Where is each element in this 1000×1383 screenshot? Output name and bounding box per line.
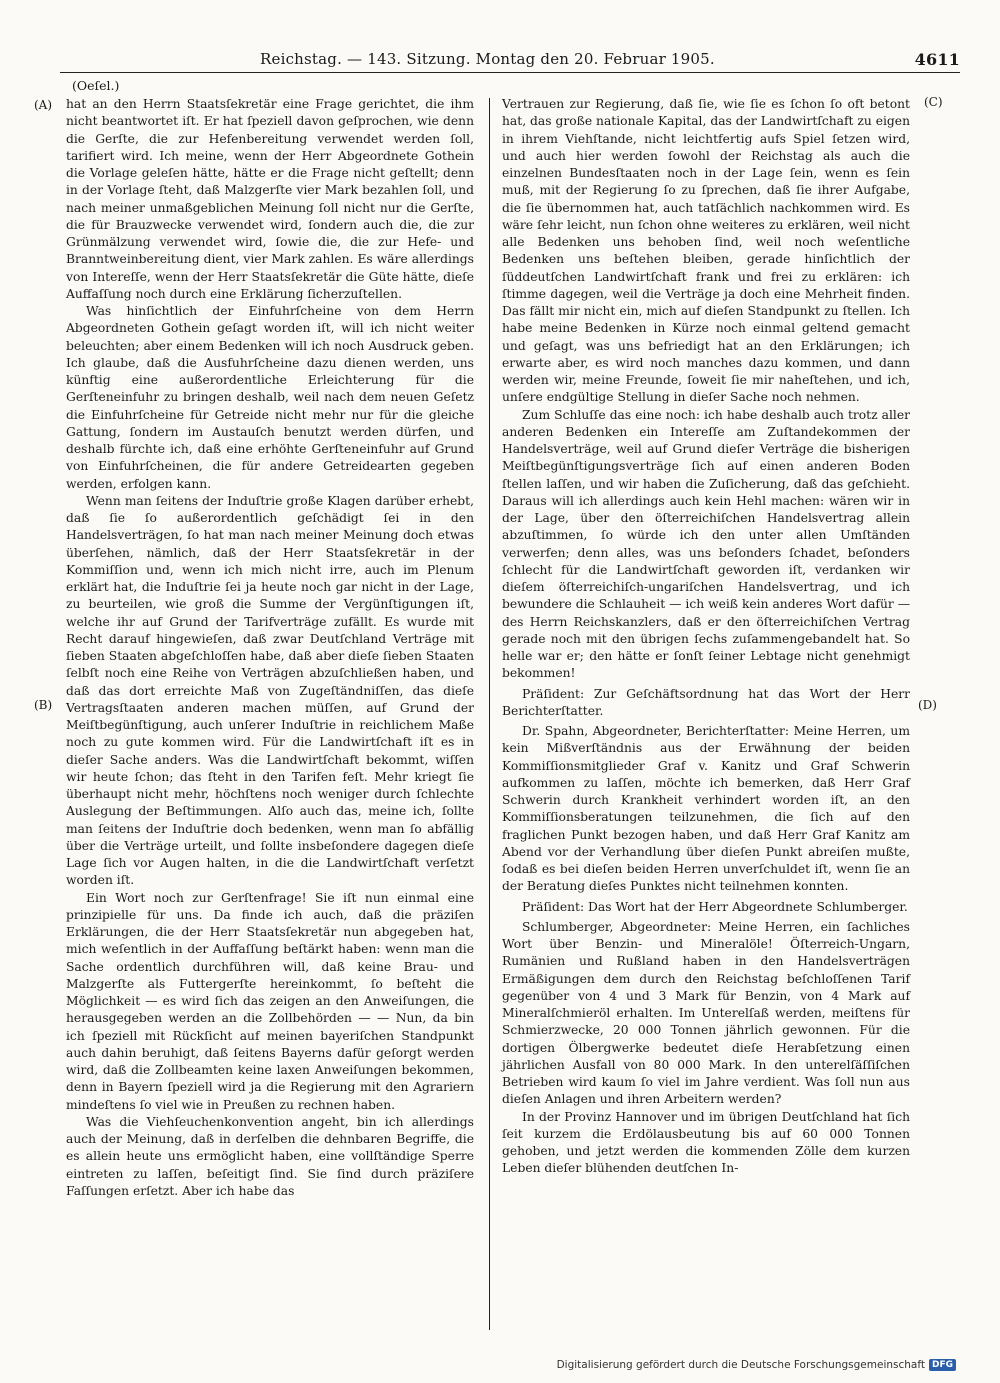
paragraph: Wenn man ſeitens der Induſtrie große Klagen darüber erhebt, daß ſie ſo außerordentlich geſchädigt ſei in den Handelsverträgen, ſo hat man nach meiner Meinung doch etwas überſehen, nämlich, daß der Herr Staatsſekretär in der Kommiſſion und, wenn ich mich nicht irre, auch im Plenum erklärt hat, die Induſtrie ſei ja heute noch gar nicht in der Lage, zu beurteilen, wie groß die Summe der Vergünſtigungen iſt, welche ihr auf Grund der Tarifverträge zufällt. Es wurde mit Recht darauf hingewieſen, daß zwar Deutſchland Verträge mit ſieben Staaten abgeſchloſſen habe, daß aber dieſe ſieben Staaten ſelbſt noch eine Reihe von Verträgen abzuſchließen haben, und daß das dort erreichte Maß von Zugeſtändniſſen, das dieſe Vertragsſtaaten anderen machen müſſen, auf Grund der Meiſtbegünſtigung, auch unſerer Induſtrie in reichlichem Maße noch zu gute kommen wird. Für die Landwirtſchaft iſt es in dieſer Sache anders. Was die Landwirtſchaft bekommt, wiſſen wir heute ſchon; das ſteht in den Tarifen feſt. Mehr kriegt ſie überhaupt nicht mehr, höchſtens noch weniger durch ſchlechte Auslegung der Beſtimmungen. Alſo auch das, meine ich, ſollte man ſeitens der Induſtrie doch bedenken, wenn man ſo abfällig über die Verträge urteilt, und ſollte insbeſondere dagegen dieſe Lage ſich vor Augen halten, in die die Landwirtſchaft verſetzt worden iſt. [66, 493, 474, 888]
header-title: Reichstag. — 143. Sitzung. Montag den 20. Februar 1905. [260, 50, 715, 68]
right-column [502, 96, 910, 1178]
margin-marker-d: (D) [918, 698, 937, 712]
header-rule [60, 72, 960, 73]
paragraph: hat an den Herrn Staatsſekretär eine Frage gerichtet, die ihm nicht beantwortet iſt. Er hat ſpeziell davon geſprochen, wie denn die Gerſte, die zur Hefenbereitung verwendet werden ſoll, tarifiert wird. Ich meine, wenn der Herr Abgeordnete Gothein die Vorlage geleſen hätte, hätte er die Frage nicht geſtellt; denn in der Vorlage ſteht, daß Malzgerſte vier Mark bezahlen ſoll, und nach meiner unmaßgeblichen Meinung ſoll nicht nur die Gerſte, die für Brauzwecke verwendet wird, ſondern auch die, die zur Grünmälzung verwendet wird, ſowie die, die zur Hefe- und Branntweinbereitung dient, vier Mark zahlen. Es wäre allerdings von Intereſſe, wenn der Herr Staatsſekretär die Güte hätte, dieſe Auffaſſung noch durch eine Erklärung ſicherzuſtellen. [66, 97, 474, 301]
president-remark: Präſident: Zur Geſchäftsordnung hat das Wort der Herr Berichterſtatter. [502, 686, 910, 718]
paragraph: Vertrauen zur Regierung, daß ſie, wie ſie es ſchon ſo oft betont hat, das große nationale Kapital, das der Landwirtſchaft zu eigen in ihrem Viehſtande, nicht leichtfertig aufs Spiel ſetzen wird, und auch hier werden ſowohl der Reichstag als auch die einzelnen Bundesſtaaten noch in der Lage ſein, wenn es ſein muß, mit der Regierung ſo zu ſprechen, daß ſie ihrer Aufgabe, die ſie übernommen hat, auch tatſächlich nachkommen wird. Es wäre ſehr leicht, nun ſchon ohne weiteres zu erklären, weil nicht alle Bedenken uns behoben ſind, weil noch weſentliche Bedenken uns beſtehen bleiben, gerade hinſichtlich der ſüddeutſchen Landwirtſchaft frank und frei zu erklären: ich ſtimme dagegen, weil die Verträge ja doch eine Mehrheit finden. Das fällt mir nicht ein, mich auf dieſen Standpunkt zu ſtellen. Ich habe meine Bedenken in Kürze noch einmal geltend gemacht und geſagt, was uns befriedigt hat an den Erklärungen; ich erwarte aber, es wird noch manches dazu kommen, und dann werden wir, meine Freunde, ſoweit ſie mir naheſtehen, und ich, unſere endgültige Stellung in dieſer Sache noch nehmen. [502, 97, 910, 405]
footer-text: Digitalisierung gefördert durch die Deutsche Forschungsgemeinschaft [556, 1359, 925, 1371]
paragraph: In der Provinz Hannover und im übrigen Deutſchland hat ſich ſeit kurzem die Erdölausbeutung bis auf 60 000 Tonnen gehoben, und jetzt werden die kommenden Zölle dem kurzen Leben dieſer blühenden deutſchen In- [502, 1109, 910, 1176]
paragraph: Was die Viehſeuchenkonvention angeht, bin ich allerdings auch der Meinung, daß in derſelben die dehnbaren Begriffe, die es allein heute uns ermöglicht haben, eine vollſtändige Sperre eintreten zu laſſen, beſeitigt ſind. Sie ſind durch präziſere Faſſungen erſetzt. Aber ich habe das [66, 1114, 474, 1198]
page-number: 4611 [914, 50, 960, 69]
left-column [66, 96, 474, 1200]
column-divider [489, 98, 490, 1330]
margin-marker-a: (A) [34, 98, 53, 112]
speaker-note: (Oeſel.) [72, 78, 120, 93]
paragraph: Was hinſichtlich der Einfuhrſcheine von dem Herrn Abgeordneten Gothein geſagt worden iſt, will ich nicht weiter beleuchten; aber einem Bedenken will ich noch Ausdruck geben. Ich glaube, daß die Ausfuhrſcheine dazu dienen werden, uns künftig eine außerordentliche Erleichterung für die Gerſteneinfuhr zu bringen deshalb, weil nach dem neuen Geſetz die Einfuhrſcheine für Getreide nicht mehr nur für die gleiche Gattung, ſondern im Austauſch benutzt werden dürfen, und deshalb fürchte ich, daß eine erhöhte Gerſteneinfuhr auf Grund von Einfuhrſcheinen, die für andere Getreidearten gegeben werden, erfolgen kann. [66, 304, 474, 491]
speech-spahn: Dr. Spahn, Abgeordneter, Berichterſtatter: Meine Herren, um kein Mißverſtändnis aus der Erwähnung der beiden Kommiſſionsmitglieder Graf v. Kanitz und Graf Schwerin aufkommen zu laſſen, möchte ich bemerken, daß Herr Graf Schwerin durch Krankheit verhindert worden iſt, an den Kommiſſionsberatungen teilzunehmen, die ſich auf den fraglichen Punkt bezogen haben, und daß Herr Graf Kanitz am Abend vor der Verhandlung über dieſen Punkt abreiſen mußte, ſodaß es bei dieſen beiden Herren unverſchuldet iſt, wenn ſie an der Beratung dieſes Punktes nicht teilnehmen konnten. [502, 724, 910, 894]
speech-schlumberger: Schlumberger, Abgeordneter: Meine Herren, ein ſachliches Wort über Benzin- und Mineralöle! Öſterreich-Ungarn, Rumänien und Rußland haben in den Handelsverträgen Ermäßigungen dem durch den Reichstag beſchloſſenen Tarif gegenüber von 4 und 3 Mark für Benzin, von 4 Mark auf Mineralſchmieröl erhalten. Im Unterelſaß werden, meiſtens für Schmierzwecke, 20 000 Tonnen jährlich gewonnen. Für die dortigen Ölbergwerke bedeutet dieſe Herabſetzung einen jährlichen Ausfall von 80 000 Mark. In den unterelſäſſiſchen Betrieben wird kaum ſo viel im Jahre verdient. Was ſoll nun aus dieſen Anlagen und ihren Arbeitern werden? [502, 919, 910, 1107]
president-remark: Präſident: Das Wort hat der Herr Abgeordnete Schlumberger. [522, 899, 908, 914]
paragraph: Ein Wort noch zur Gerſtenfrage! Sie iſt nun einmal eine prinzipielle für uns. Da finde ich auch, daß die präziſen Erklärungen, die der Herr Staatsſekretär nun abgegeben hat, mich weſentlich in der Auffaſſung beſtärkt haben: wenn man die Sache ordentlich durchführen will, daß keine Brau- und Malzgerſte als Futtergerſte hereinkommt, ſo beſteht die Möglichkeit — es wird ſich das zeigen an den Anweiſungen, die herausgegeben werden an die Zollbehörden — — Nun, da bin ich ſpeziell mit Rückſicht auf meinen bayeriſchen Standpunkt auch dahin beruhigt, daß ſeitens Bayerns dafür geſorgt werden wird, daß die Zollbeamten keine laxen Anweiſungen bekommen, denn in Bayern ſpeziell wird ja die Regierung mit den Agrariern mindeſtens ſo viel wie in Preußen zu rechnen haben. [66, 890, 474, 1112]
footer-credit [557, 1359, 956, 1371]
margin-marker-b: (B) [34, 698, 53, 712]
margin-marker-c: (C) [924, 95, 943, 109]
running-header [60, 46, 960, 72]
dfg-logo: DFG [929, 1359, 956, 1371]
paragraph: Zum Schluſſe das eine noch: ich habe deshalb auch trotz aller anderen Bedenken ein Intereſſe am Zuſtandekommen der Handelsverträge, weil auf Grund dieſer Verträge die bisherigen Meiſtbegünſtigungsverträge ſich auf einen anderen Boden ſtellen laſſen, und wir haben die Zuſicherung, daß das geſchieht. Daraus will ich allerdings auch kein Hehl machen: wären wir in der Lage, über den öſterreichiſchen Handelsvertrag allein abzuſtimmen, ſo würde ich den unter allen Umſtänden verwerfen; denn alles, was uns beſonders ſchadet, beſonders ſchlecht für die Landwirtſchaft geworden iſt, verdanken wir dieſem öſterreichiſch-ungariſchen Handelsvertrag, und ich bewundere die Schlauheit — ich weiß kein anderes Wort dafür — des Herrn Reichskanzlers, daß er den öſterreichiſchen Vertrag gerade noch mit den übrigen ſechs zuſammengebandelt hat. So helle war er; den hätte er ſonſt ſeiner Lebtage nicht genehmigt bekommen! [502, 407, 910, 681]
